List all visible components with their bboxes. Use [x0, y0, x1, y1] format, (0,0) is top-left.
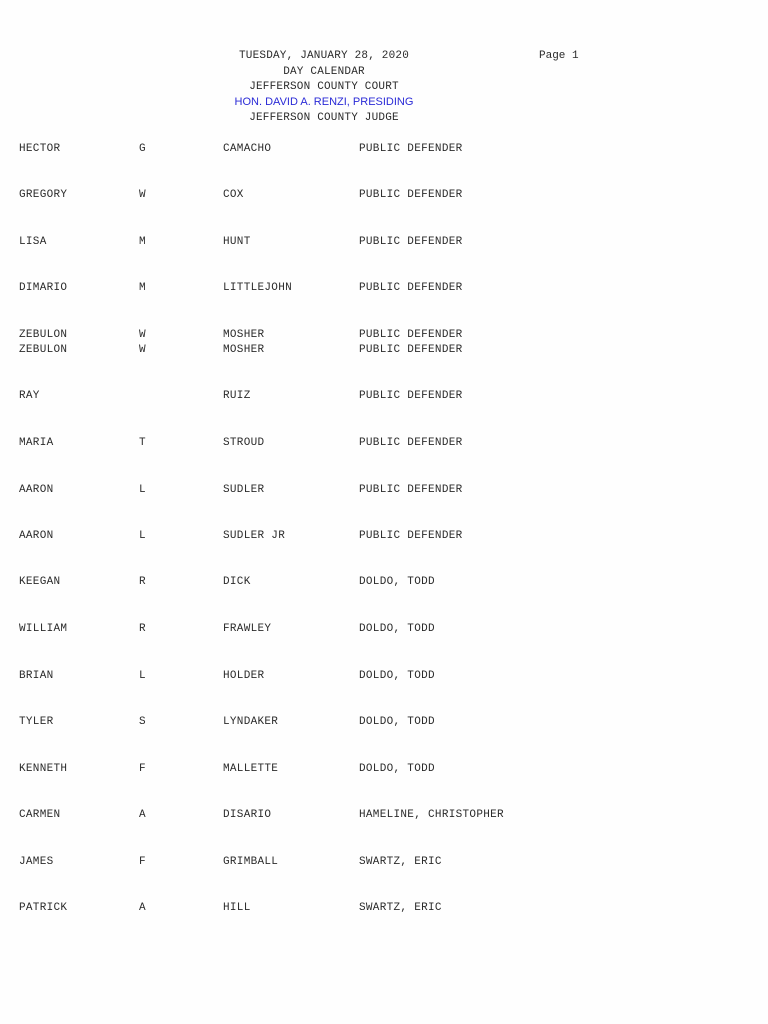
defendant-last-name: MOSHER [223, 344, 265, 356]
defendant-last-name: DICK [223, 576, 251, 588]
defendant-middle-initial: A [139, 809, 146, 821]
defendant-first-name: KEEGAN [19, 576, 61, 588]
defendant-last-name: MALLETTE [223, 763, 279, 775]
defendant-first-name: WILLIAM [19, 623, 68, 635]
header-calendar-title: DAY CALENDAR [283, 66, 365, 78]
defendant-first-name: CARMEN [19, 809, 61, 821]
defendant-last-name: RUIZ [223, 390, 251, 402]
defense-attorney: PUBLIC DEFENDER [359, 390, 463, 402]
defendant-last-name: HILL [223, 902, 251, 914]
defense-attorney: DOLDO, TODD [359, 763, 435, 775]
defendant-middle-initial: W [139, 344, 146, 356]
defense-attorney: SWARTZ, ERIC [359, 902, 442, 914]
defense-attorney: PUBLIC DEFENDER [359, 282, 463, 294]
header-date: TUESDAY, JANUARY 28, 2020 [238, 50, 410, 62]
defendant-middle-initial: W [139, 189, 146, 201]
defendant-last-name: STROUD [223, 437, 265, 449]
defendant-middle-initial: F [139, 763, 146, 775]
defendant-last-name: GRIMBALL [223, 856, 279, 868]
defendant-last-name: COX [223, 189, 244, 201]
defendant-middle-initial: G [139, 143, 146, 155]
defendant-middle-initial: R [139, 576, 146, 588]
defendant-middle-initial: M [139, 236, 146, 248]
defense-attorney: SWARTZ, ERIC [359, 856, 442, 868]
defendant-middle-initial: W [139, 329, 146, 341]
defense-attorney: DOLDO, TODD [359, 670, 435, 682]
defendant-last-name: CAMACHO [223, 143, 272, 155]
defense-attorney: HAMELINE, CHRISTOPHER [359, 809, 504, 821]
defendant-first-name: GREGORY [19, 189, 68, 201]
defendant-first-name: KENNETH [19, 763, 68, 775]
defendant-first-name: PATRICK [19, 902, 68, 914]
defendant-last-name: DISARIO [223, 809, 272, 821]
defendant-middle-initial: S [139, 716, 146, 728]
defendant-last-name: FRAWLEY [223, 623, 272, 635]
defendant-middle-initial: A [139, 902, 146, 914]
defendant-first-name: ZEBULON [19, 344, 68, 356]
defendant-first-name: LISA [19, 236, 47, 248]
defendant-middle-initial: L [139, 670, 146, 682]
defendant-first-name: BRIAN [19, 670, 54, 682]
defense-attorney: PUBLIC DEFENDER [359, 143, 463, 155]
defense-attorney: PUBLIC DEFENDER [359, 530, 463, 542]
defense-attorney: PUBLIC DEFENDER [359, 344, 463, 356]
defendant-first-name: JAMES [19, 856, 54, 868]
defense-attorney: PUBLIC DEFENDER [359, 329, 463, 341]
defense-attorney: DOLDO, TODD [359, 716, 435, 728]
header-court-name: JEFFERSON COUNTY COURT [249, 81, 399, 93]
defendant-first-name: TYLER [19, 716, 54, 728]
header-presiding-judge: HON. DAVID A. RENZI, PRESIDING [234, 96, 414, 108]
defendant-last-name: LITTLEJOHN [223, 282, 293, 294]
defendant-last-name: SUDLER [223, 484, 265, 496]
defense-attorney: PUBLIC DEFENDER [359, 437, 463, 449]
defendant-last-name: HUNT [223, 236, 251, 248]
defendant-first-name: DIMARIO [19, 282, 68, 294]
defendant-middle-initial: L [139, 530, 146, 542]
defense-attorney: DOLDO, TODD [359, 623, 435, 635]
defendant-first-name: MARIA [19, 437, 54, 449]
defense-attorney: DOLDO, TODD [359, 576, 435, 588]
defendant-last-name: MOSHER [223, 329, 265, 341]
defendant-first-name: AARON [19, 484, 54, 496]
defendant-last-name: LYNDAKER [223, 716, 279, 728]
defendant-first-name: AARON [19, 530, 54, 542]
header-judge-title: JEFFERSON COUNTY JUDGE [249, 112, 399, 124]
defendant-middle-initial: R [139, 623, 146, 635]
defendant-middle-initial: T [139, 437, 146, 449]
defense-attorney: PUBLIC DEFENDER [359, 236, 463, 248]
defendant-last-name: SUDLER JR [223, 530, 286, 542]
defendant-last-name: HOLDER [223, 670, 265, 682]
defendant-middle-initial: M [139, 282, 146, 294]
defendant-first-name: ZEBULON [19, 329, 68, 341]
defendant-middle-initial: L [139, 484, 146, 496]
defense-attorney: PUBLIC DEFENDER [359, 189, 463, 201]
defense-attorney: PUBLIC DEFENDER [359, 484, 463, 496]
defendant-first-name: RAY [19, 390, 40, 402]
defendant-middle-initial: F [139, 856, 146, 868]
defendant-first-name: HECTOR [19, 143, 61, 155]
page-number: Page 1 [539, 50, 579, 62]
